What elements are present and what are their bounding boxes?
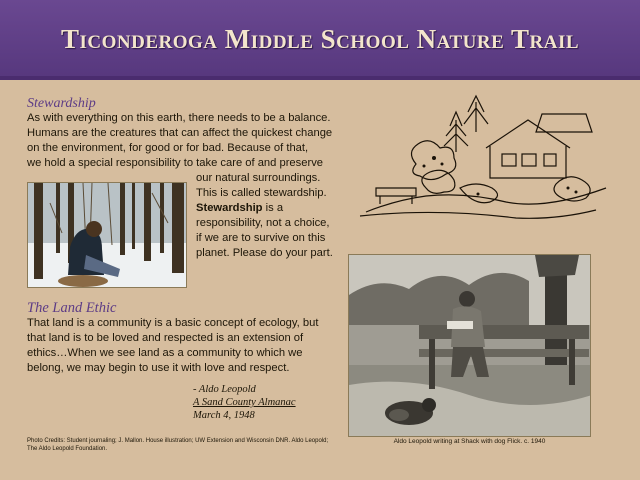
quote-author: - Aldo Leopold — [193, 384, 256, 395]
house-illustration — [356, 92, 616, 222]
land-ethic-line: That land is a community is a basic concept of ecology, but — [27, 317, 319, 329]
stewardship-line: responsibility, not a choice, — [196, 217, 330, 229]
quote-book: A Sand County Almanac — [193, 397, 296, 408]
title-banner — [0, 0, 640, 80]
stewardship-after-bold: is a — [262, 202, 284, 214]
stewardship-line: planet. Please do your part. — [196, 247, 333, 259]
stewardship-line: our natural surroundings. — [196, 172, 321, 184]
quote-attribution — [193, 383, 296, 422]
stewardship-line: if we are to survive on this — [196, 232, 326, 244]
stewardship-line: on the environment, for good or for bad. Because of that, — [27, 142, 309, 154]
aldo-leopold-photo — [348, 254, 591, 437]
stewardship-line: we hold a special responsibility to take care of and preserve — [27, 157, 324, 169]
banner-title: Ticonderoga Middle School Nature Trail — [60, 24, 580, 54]
stewardship-bold-word: Stewardship — [196, 202, 263, 214]
banner-rule — [0, 76, 640, 80]
land-ethic-paragraph — [27, 316, 327, 376]
student-journaling-photo — [27, 182, 187, 288]
stewardship-line: This is called stewardship. — [196, 187, 327, 199]
photo-credits: Photo Credits: Student journaling; J. Mallon. House illustration; UW Extension and Wisconsin DNR. Aldo Leopold; The Aldo Leopold Foundation. — [27, 438, 329, 452]
land-ethic-line: ethics…When we see land as a community to which we — [27, 347, 303, 359]
stewardship-line: Humans are the creatures that can affect the quickest change — [27, 127, 333, 139]
stewardship-paragraph-continued — [196, 171, 336, 261]
land-ethic-line: that land is to be loved and respected is an extension of — [27, 332, 304, 344]
land-ethic-line: belong, we may begin to use it with love and respect. — [27, 362, 290, 374]
stewardship-line: As with everything on this earth, there needs to be a balance. — [27, 112, 331, 124]
photo-caption: Aldo Leopold writing at Shack with dog Flick. c. 1940 — [393, 438, 546, 445]
stewardship-line — [196, 201, 336, 216]
land-ethic-heading: The Land Ethic — [27, 300, 117, 316]
quote-date: March 4, 1948 — [193, 410, 255, 421]
stewardship-paragraph — [27, 111, 337, 171]
stewardship-heading: Stewardship — [27, 96, 96, 111]
